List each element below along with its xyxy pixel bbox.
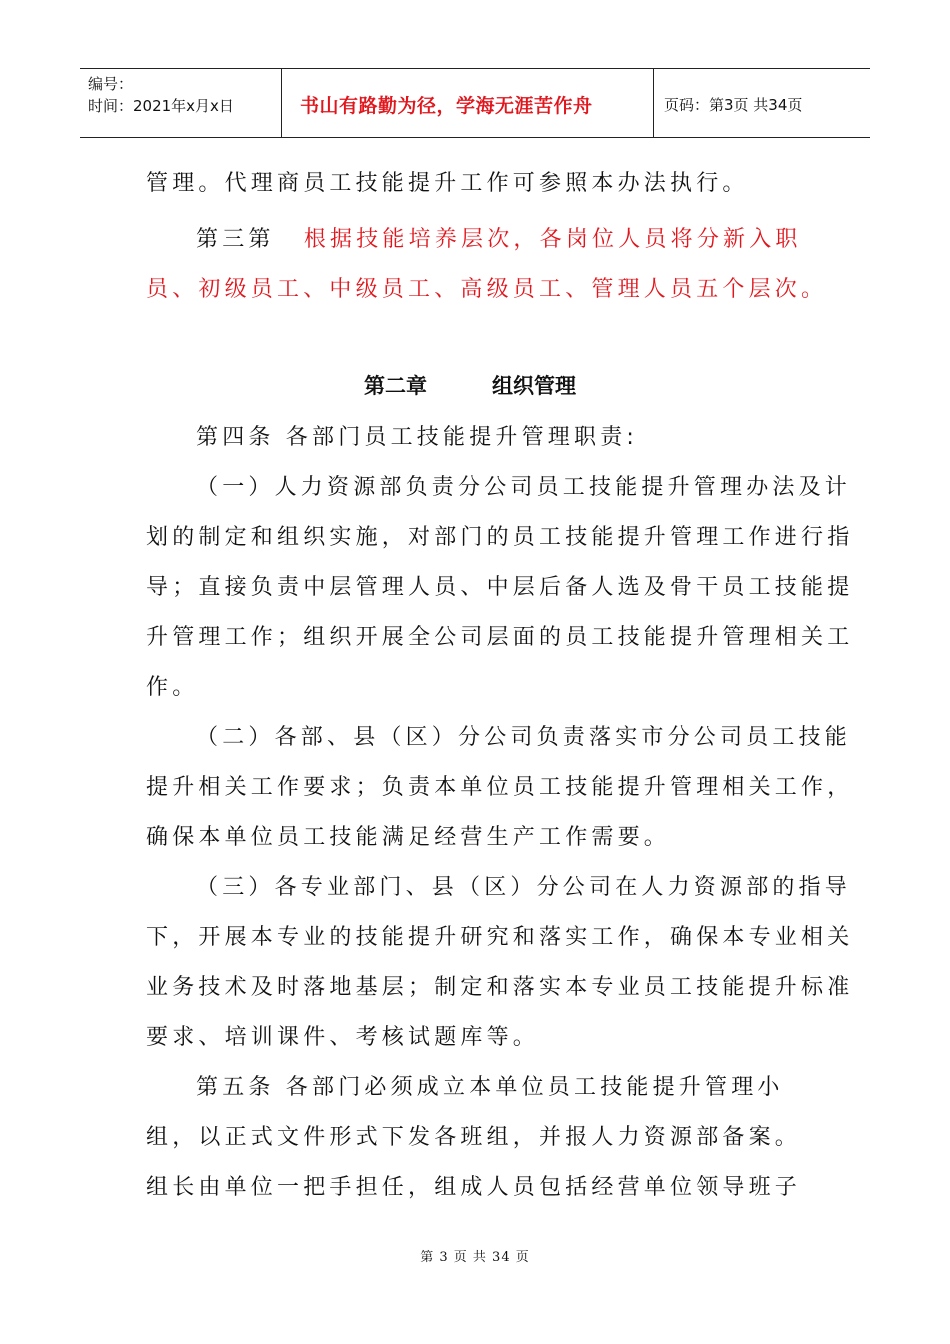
chapter-title: 组织管理 bbox=[492, 374, 576, 398]
page-info: 页码：第3页 共34页 bbox=[664, 96, 803, 114]
body-line: （三）各专业部门、县（区）分公司在人力资源部的指导 bbox=[196, 875, 852, 900]
body-line: 划的制定和组织实施，对部门的员工技能提升管理工作进行指 bbox=[146, 525, 854, 550]
page-footer: 第 3 页 共 34 页 bbox=[420, 1250, 530, 1265]
body-line: 导；直接负责中层管理人员、中层后备人选及骨干员工技能提 bbox=[146, 575, 854, 600]
body-line: 确保本单位员工技能满足经营生产工作需要。 bbox=[146, 825, 671, 850]
body-line: 业务技术及时落地基层；制定和落实本专业员工技能提升标准 bbox=[146, 975, 854, 1000]
time-label: 时间：2021年x月x日 bbox=[88, 97, 234, 115]
body-line: （一）人力资源部负责分公司员工技能提升管理办法及计 bbox=[196, 475, 852, 500]
document-header bbox=[80, 68, 870, 138]
motto-text: 书山有路勤为径，学海无涯苦作舟 bbox=[300, 95, 593, 117]
header-meta-cell bbox=[80, 69, 282, 137]
body-line: 提升相关工作要求；负责本单位员工技能提升管理相关工作， bbox=[146, 775, 854, 800]
body-line: 下，开展本专业的技能提升研究和落实工作，确保本专业相关 bbox=[146, 925, 854, 950]
body-line: 组长由单位一把手担任，组成人员包括经营单位领导班子 bbox=[146, 1175, 802, 1200]
body-line: 管理。代理商员工技能提升工作可参照本办法执行。 bbox=[146, 171, 749, 196]
body-line: 作。 bbox=[146, 675, 199, 700]
chapter-number: 第二章 bbox=[364, 374, 427, 398]
body-line: 要求、培训课件、考核试题库等。 bbox=[146, 1025, 540, 1050]
article-three-line bbox=[196, 222, 802, 253]
article-three-prefix: 第三第 bbox=[196, 227, 275, 252]
body-line: 升管理工作；组织开展全公司层面的员工技能提升管理相关工 bbox=[146, 625, 854, 650]
number-label: 编号： bbox=[88, 75, 134, 93]
body-line: 组，以正式文件形式下发各班组，并报人力资源部备案。 bbox=[146, 1125, 802, 1150]
article-three-red-continued: 员、初级员工、中级员工、高级员工、管理人员五个层次。 bbox=[146, 277, 828, 302]
article-five-heading: 第五条 各部门必须成立本单位员工技能提升管理小 bbox=[196, 1075, 784, 1100]
article-four-heading: 第四条 各部门员工技能提升管理职责: bbox=[196, 425, 639, 450]
article-three-red-text: 根据技能培养层次，各岗位人员将分新入职 bbox=[303, 227, 802, 252]
header-page-cell bbox=[654, 69, 870, 137]
body-line: （二）各部、县（区）分公司负责落实市分公司员工技能 bbox=[196, 725, 852, 750]
header-motto-cell bbox=[282, 69, 654, 137]
